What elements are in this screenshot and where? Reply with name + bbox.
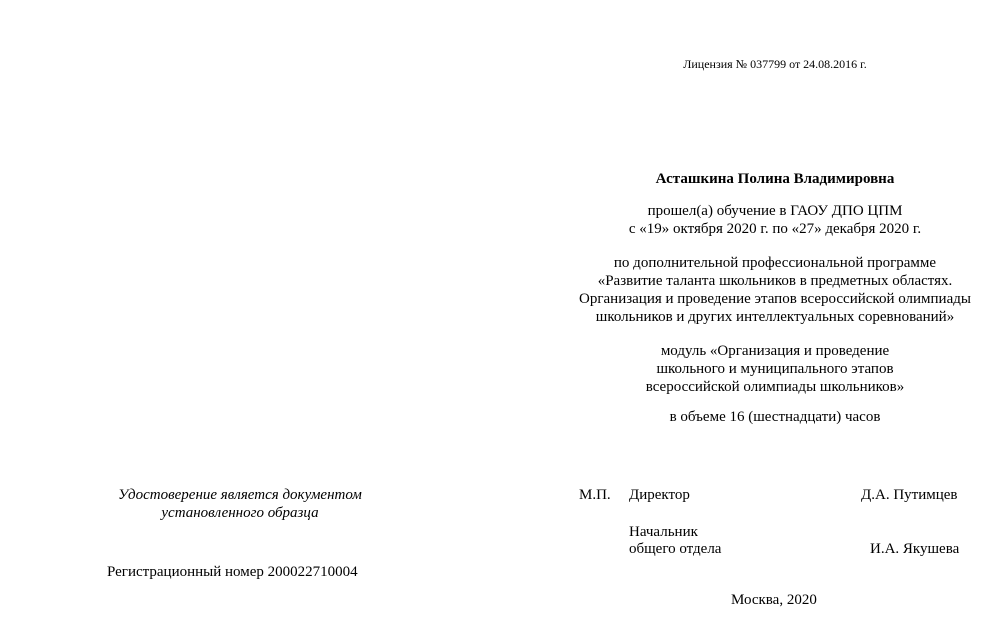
head-name: И.А. Якушева: [870, 541, 960, 557]
module-info: [545, 342, 1000, 396]
module-line-3: всероссийской олимпиады школьников»: [645, 379, 905, 395]
place-year: Москва, 2020: [731, 592, 817, 608]
training-line-1: прошел(а) обучение в ГАОУ ДПО ЦПМ: [647, 203, 903, 219]
module-line-2: школьного и муниципального этапов: [656, 361, 894, 377]
program-line-2: «Развитие таланта школьников в предметных областях.: [597, 273, 953, 289]
stamp-label: М.П.: [579, 487, 611, 503]
head-title-line-2: общего отдела: [629, 541, 722, 557]
recipient-name: Асташкина Полина Владимировна: [655, 171, 895, 187]
course-volume: в объеме 16 (шестнадцати) часов: [669, 409, 881, 425]
license-number: Лицензия № 037799 от 24.08.2016 г.: [683, 57, 867, 71]
certificate-note-line-2: установленного образца: [161, 505, 319, 521]
registration-number: Регистрационный номер 200022710004: [107, 564, 358, 580]
program-info: [545, 254, 1000, 326]
program-line-4: школьников и других интеллектуальных соревнований»: [595, 309, 955, 325]
certificate-note: [60, 486, 420, 522]
training-info: [545, 202, 1000, 238]
program-line-3: Организация и проведение этапов всероссийской олимпиады: [579, 291, 971, 307]
training-line-2: с «19» октября 2020 г. по «27» декабря 2020 г.: [628, 221, 922, 237]
head-title-line-1: Начальник: [629, 524, 698, 540]
program-line-1: по дополнительной профессиональной программе: [613, 255, 937, 271]
director-name: Д.А. Путимцев: [861, 487, 958, 503]
director-title: Директор: [629, 487, 690, 503]
certificate-note-line-1: Удостоверение является документом: [118, 487, 362, 503]
module-line-1: модуль «Организация и проведение: [660, 343, 890, 359]
